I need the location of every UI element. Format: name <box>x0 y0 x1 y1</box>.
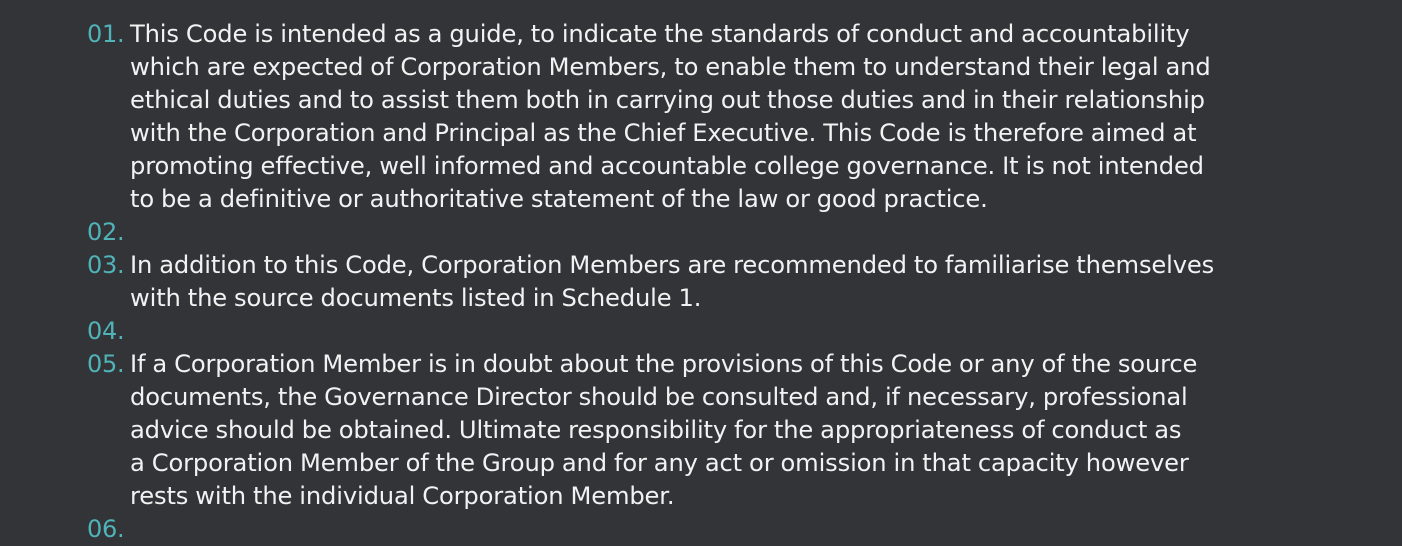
list-item <box>0 249 1402 315</box>
list-item <box>0 18 1402 216</box>
text-line: rests with the individual Corporation Member. <box>130 482 675 510</box>
text-line: advice should be obtained. Ultimate responsibility for the appropriateness of conduct as <box>130 416 1182 444</box>
document-body <box>0 18 1402 546</box>
item-text <box>130 216 1392 249</box>
list-item <box>0 315 1402 348</box>
text-line: with the source documents listed in Schedule 1. <box>130 284 702 312</box>
item-number: 01. <box>87 20 125 48</box>
item-text <box>130 348 1392 513</box>
item-text <box>130 513 1392 546</box>
item-number: 04. <box>87 317 125 345</box>
text-line: to be a definitive or authoritative statement of the law or good practice. <box>130 185 988 213</box>
text-line: a Corporation Member of the Group and for any act or omission in that capacity however <box>130 449 1189 477</box>
item-number: 03. <box>87 251 125 279</box>
item-number: 02. <box>87 218 125 246</box>
list-item <box>0 513 1402 546</box>
list-item <box>0 216 1402 249</box>
item-number: 06. <box>87 515 125 543</box>
text-line: This Code is intended as a guide, to indicate the standards of conduct and accountability <box>130 20 1190 48</box>
list-item <box>0 348 1402 513</box>
item-text <box>130 18 1392 216</box>
text-line: ethical duties and to assist them both in carrying out those duties and in their relationship <box>130 86 1205 114</box>
text-line: In addition to this Code, Corporation Members are recommended to familiarise themselves <box>130 251 1215 279</box>
text-line: promoting effective, well informed and accountable college governance. It is not intended <box>130 152 1204 180</box>
item-text <box>130 249 1392 315</box>
item-text <box>130 315 1392 348</box>
text-line: documents, the Governance Director should be consulted and, if necessary, professional <box>130 383 1188 411</box>
item-number: 05. <box>87 350 125 378</box>
text-line: If a Corporation Member is in doubt about the provisions of this Code or any of the source <box>130 350 1198 378</box>
text-line: which are expected of Corporation Members, to enable them to understand their legal and <box>130 53 1211 81</box>
text-line: with the Corporation and Principal as the Chief Executive. This Code is therefore aimed at <box>130 119 1197 147</box>
